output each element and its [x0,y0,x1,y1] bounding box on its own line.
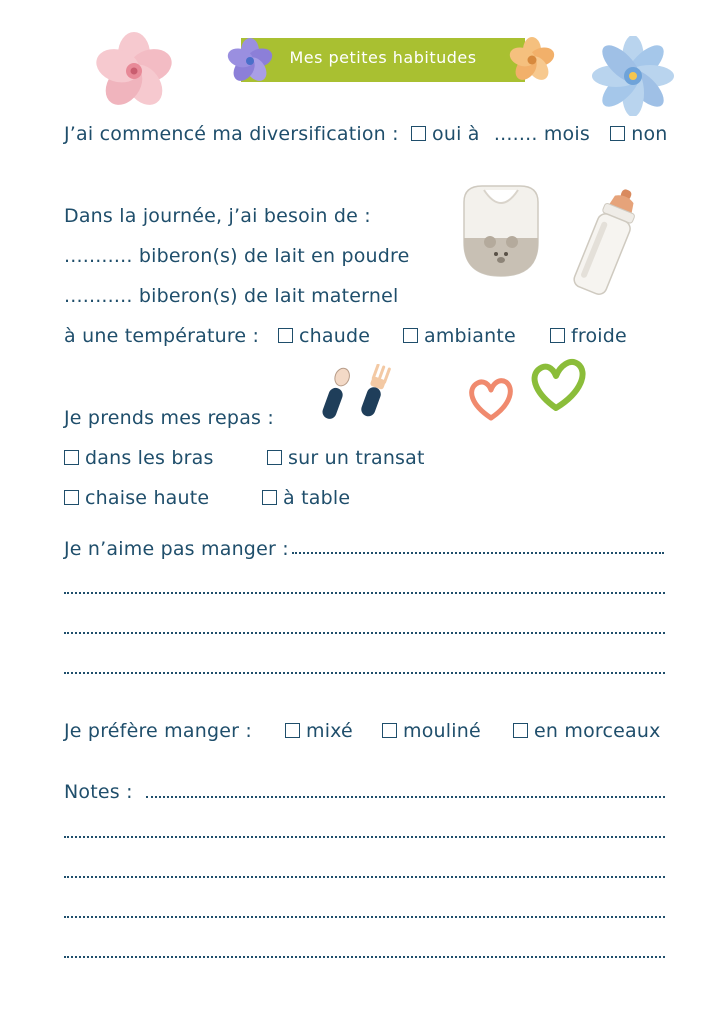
highchair-checkbox[interactable] [64,490,79,505]
mouline-checkbox[interactable] [382,723,397,738]
table-checkbox[interactable] [262,490,277,505]
oui-checkbox[interactable] [411,126,426,141]
orange-heart-icon [464,374,518,424]
powder-label: biberon(s) de lait en poudre [138,245,410,267]
mixed-label: mixé [306,720,353,742]
notes-line-3[interactable] [64,876,665,878]
temp-option-hot [278,324,370,348]
green-heart-icon [526,356,590,414]
texture-option-pieces [513,719,661,743]
mixed-checkbox[interactable] [285,723,300,738]
meal-option-transat [267,446,425,470]
baby-bottle-icon [564,184,650,300]
bib-icon [456,182,546,282]
meal-option-arms [64,446,214,470]
notes-line-2[interactable] [64,836,665,838]
pieces-label: en morceaux [534,720,661,742]
oui-label: oui à [432,123,480,145]
ambient-label: ambiante [424,325,516,347]
months-blank: ....... [493,123,538,145]
meal-option-table [262,486,350,510]
temp-option-cold [550,324,627,348]
pink-flower-icon [92,32,176,110]
pieces-checkbox[interactable] [513,723,528,738]
notes-line-4[interactable] [64,916,665,918]
texture-option-mixed [285,719,353,743]
diversification-label: J’ai commencé ma diversification : [64,123,399,145]
notes-line-1[interactable] [146,796,665,798]
arms-checkbox[interactable] [64,450,79,465]
meals-heading: Je prends mes repas : [64,407,274,429]
months-label: mois [543,123,590,145]
temperature-label: à une température : [64,325,260,347]
mouline-label: mouliné [403,720,481,742]
daily-needs-heading: Dans la journée, j’ai besoin de : [64,205,371,227]
breast-blank: ........... [64,285,133,307]
page-title: Mes petites habitudes [289,48,477,67]
arms-label: dans les bras [85,447,214,469]
breast-milk-row [64,284,398,308]
table-label: à table [283,487,351,509]
dislikes-line-3[interactable] [64,632,665,634]
ambient-checkbox[interactable] [403,328,418,343]
cold-checkbox[interactable] [550,328,565,343]
header-banner [241,38,525,82]
breast-label: biberon(s) de lait maternel [138,285,399,307]
temp-option-ambient [403,324,516,348]
non-checkbox[interactable] [610,126,625,141]
non-label: non [631,123,668,145]
baby-cutlery-icon [318,364,398,424]
transat-label: sur un transat [288,447,425,469]
notes-line-5[interactable] [64,956,665,958]
hot-checkbox[interactable] [278,328,293,343]
dislikes-label: Je n’aime pas manger : [64,538,289,560]
orange-flower-icon [506,36,558,84]
dislikes-line-4[interactable] [64,672,665,674]
powder-blank: ........... [64,245,133,267]
hot-label: chaude [299,325,371,347]
notes-label: Notes : [64,781,133,803]
transat-checkbox[interactable] [267,450,282,465]
meal-option-highchair [64,486,209,510]
texture-option-mouline [382,719,481,743]
powder-milk-row [64,244,410,268]
blue-flower-icon [590,36,676,116]
cold-label: froide [571,325,627,347]
texture-label: Je préfère manger : [64,720,252,742]
diversification-row [64,122,668,146]
dislikes-line-2[interactable] [64,592,665,594]
highchair-label: chaise haute [85,487,210,509]
dislikes-line-1[interactable] [292,552,664,554]
purple-flower-icon [224,38,276,84]
